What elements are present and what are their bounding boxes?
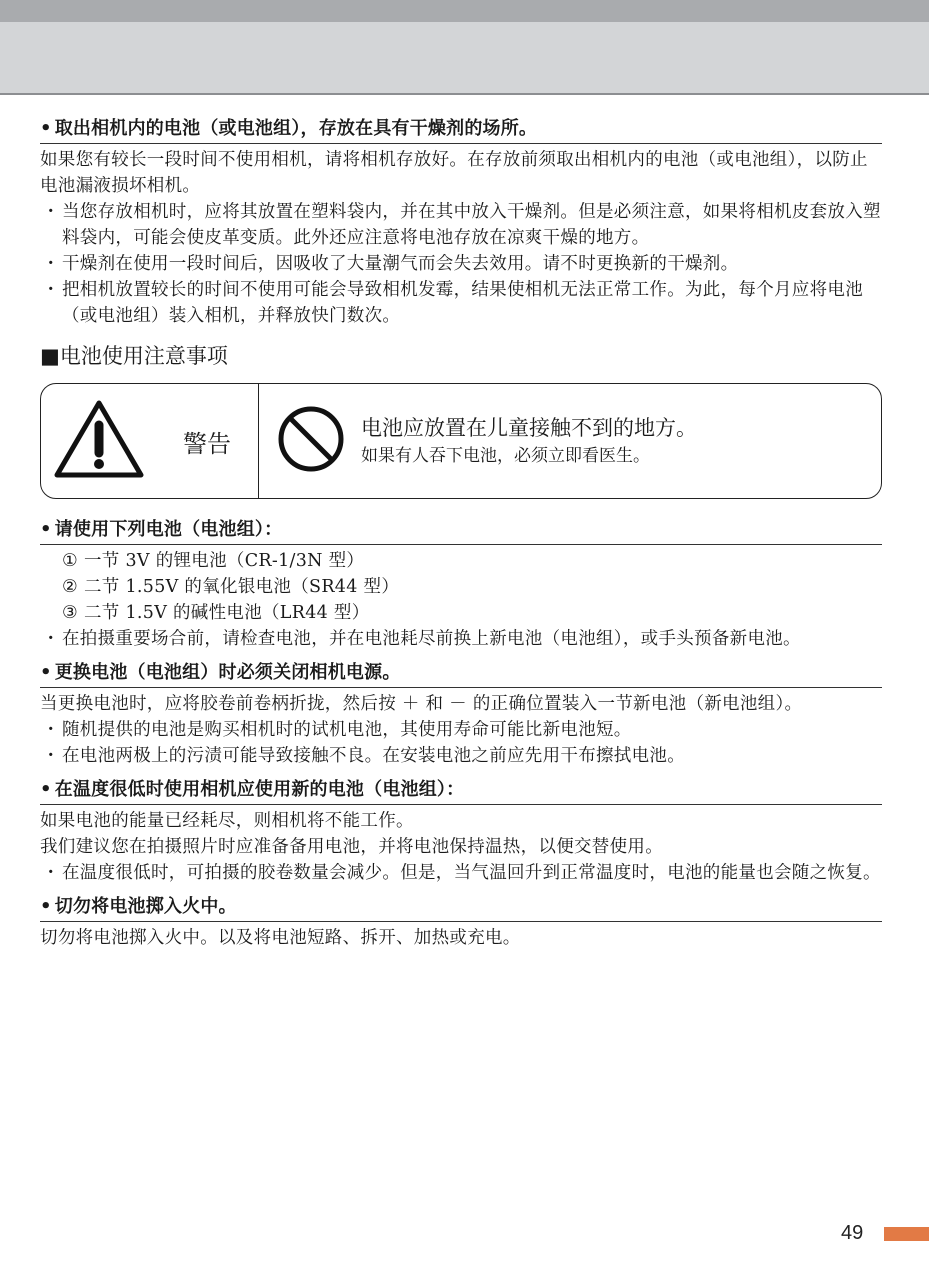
- page-tab-marker: [884, 1227, 929, 1241]
- section-heading: • 取出相机内的电池（或电池组），存放在具有干燥剂的场所。: [40, 116, 882, 144]
- list-item: ・ 在拍摄重要场合前，请检查电池，并在电池耗尽前换上新电池（电池组），或手头预备新电池。: [42, 629, 801, 649]
- header-band: [0, 0, 929, 95]
- warning-box: [40, 383, 882, 499]
- list-item: ・ 在温度很低时，可拍摄的胶卷数量会减少。但是，当气温回升到正常温度时，电池的能量也会随之恢复。: [42, 863, 881, 883]
- warning-content: [259, 384, 697, 498]
- bullet-list: [40, 626, 882, 652]
- subsection-title: ■电池使用注意事项: [40, 344, 228, 368]
- bullet-dot-icon: •: [40, 118, 52, 139]
- bullet-dot-icon: •: [40, 896, 52, 917]
- list-item: ・ 在电池两极上的污渍可能导致接触不良。在安装电池之前应先用干布擦拭电池。: [42, 746, 685, 766]
- warning-text-block: [361, 413, 697, 469]
- section-heading: • 在温度很低时使用相机应使用新的电池（电池组）：: [40, 777, 882, 805]
- warning-text: 如果有人吞下电池，必须立即看医生。: [361, 446, 650, 466]
- list-item: ① 一节 3V 的锂电池（CR-1/3N 型）: [62, 551, 365, 571]
- numbered-list: [40, 548, 882, 626]
- warning-title: 电池应放置在儿童接触不到的地方。: [361, 416, 697, 440]
- section-storage: [40, 116, 882, 329]
- section-battery-types: [40, 517, 882, 652]
- list-item: ② 二节 1.55V 的氧化银电池（SR44 型）: [62, 577, 400, 597]
- list-item: ・ 把相机放置较长的时间不使用可能会导致相机发霉，结果使相机无法正常工作。为此，每个月应将电池（或电池组）装入相机，并释放快门数次。: [42, 280, 863, 326]
- bullet-dot-icon: •: [40, 662, 52, 683]
- paragraph: 切勿将电池掷入火中。以及将电池短路、拆开、加热或充电。: [40, 928, 521, 948]
- list-item: ・ 随机提供的电池是购买相机时的试机电池，其使用寿命可能比新电池短。: [42, 720, 632, 740]
- warning-label: 警告: [183, 429, 231, 458]
- bullet-dot-icon: •: [40, 519, 52, 540]
- paragraph: 如果电池的能量已经耗尽，则相机将不能工作。: [40, 811, 414, 831]
- prohibition-icon: [277, 405, 345, 477]
- section-heading: • 切勿将电池掷入火中。: [40, 894, 882, 922]
- warning-label-cell: [41, 384, 259, 498]
- section-heading: • 请使用下列电池（电池组）：: [40, 517, 882, 545]
- list-item: ・ 当您存放相机时，应将其放置在塑料袋内，并在其中放入干燥剂。但是必须注意，如果将相机皮套放入塑料袋内，可能会使皮革变质。此外还应注意将电池存放在凉爽干燥的地方。: [42, 202, 881, 248]
- paragraph: 当更换电池时，应将胶卷前卷柄折拢，然后按 ＋ 和 － 的正确位置装入一节新电池（新电池组）。: [40, 694, 803, 714]
- section-fire-warning: [40, 894, 882, 951]
- section-heading: • 更换电池（电池组）时必须关闭相机电源。: [40, 660, 882, 688]
- list-item: ③ 二节 1.5V 的碱性电池（LR44 型）: [62, 603, 370, 623]
- page-content: [40, 116, 882, 959]
- section-cold-weather: [40, 777, 882, 886]
- page-number: 49: [841, 1222, 864, 1244]
- paragraph: 如果您有较长一段时间不使用相机，请将相机存放好。在存放前须取出相机内的电池（或电池组），以防止电池漏液损坏相机。: [40, 150, 868, 196]
- warning-triangle-icon: [53, 399, 145, 483]
- list-item: ・ 干燥剂在使用一段时间后，因吸收了大量潮气而会失去效用。请不时更换新的干燥剂。: [42, 254, 739, 274]
- bullet-list: [40, 199, 882, 329]
- bullet-list: [40, 717, 882, 769]
- bullet-list: [40, 860, 882, 886]
- paragraph: 我们建议您在拍摄照片时应准备备用电池，并将电池保持温热，以便交替使用。: [40, 837, 663, 857]
- bullet-dot-icon: •: [40, 779, 52, 800]
- section-replace-battery: [40, 660, 882, 769]
